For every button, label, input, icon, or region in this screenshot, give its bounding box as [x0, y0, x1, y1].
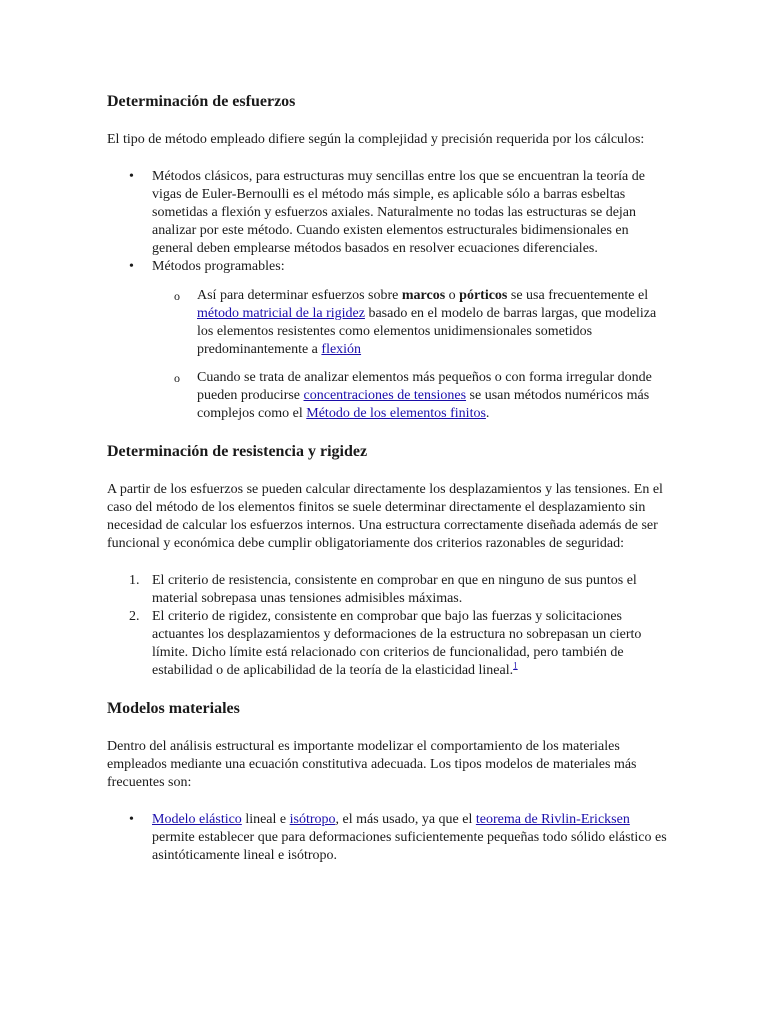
list-item-text: Métodos clásicos, para estructuras muy sencillas entre los que se encuentran la teoría de vigas de Euler-Bernoulli es el método más simple, es aplicable sólo a barras esbeltas sometidas a flexión y esfuerzos axiales. Naturalmente no todas las estructuras se dejan analizar por este método. Cuando existen elementos estructurales bidimensionales en general deben emplearse métodos basados en resolver ecuaciones diferenciales.: [152, 169, 645, 256]
bullet-glyph: •: [129, 259, 134, 274]
link-metodo-matricial[interactable]: método matricial de la rigidez: [197, 306, 365, 321]
list-item-metodos-clasicos: [107, 168, 667, 258]
list-item-text: El criterio de resistencia, consistente en comprobar en que en ninguno de sus puntos el material sobrepasa unas tensiones admisibles máximas.: [152, 573, 637, 606]
text-run: se usa frecuentemente el: [507, 288, 649, 303]
text-run: o: [445, 288, 460, 303]
list-item-text: El criterio de rigidez, consistente en comprobar que bajo las fuerzas y solicitaciones actuantes los desplazamientos y deformaciones de la estructura no sobrepasan un cierto límite. Dicho límite está relacionado con criterios de funcionalidad, pero también de estabilidad o de aplicabilidad de la teoría de la elasticidad lineal.: [152, 609, 642, 678]
list-number: 2.: [129, 609, 140, 624]
sublist-item-marcos-porticos: [107, 287, 667, 359]
link-metodo-elementos-finitos[interactable]: Método de los elementos finitos: [306, 406, 486, 421]
link-concentraciones-tensiones[interactable]: concentraciones de tensiones: [303, 388, 467, 403]
text-run: Cuando se trata de analizar elementos más pequeños o con forma irregular donde pueden producirse: [197, 370, 652, 403]
text-run: se usan métodos numéricos más complejos como el: [197, 388, 650, 421]
heading-resistencia-rigidez: Determinación de resistencia y rigidez: [107, 443, 368, 460]
text-run: basado en el modelo de barras largas, que modeliza los elementos resistentes como elementos unidimensionales sometidos predominantemente a: [197, 306, 657, 357]
bullet-glyph: •: [129, 812, 134, 827]
heading-determinacion-esfuerzos: Determinación de esfuerzos: [107, 93, 296, 110]
list-item-modelo-elastico: [107, 811, 667, 865]
paragraph-intro-modelos: Dentro del análisis estructural es importante modelizar el comportamiento de los materiales empleados mediante una ecuación constitutiva adecuada. Los tipos modelos de materiales más frecuentes son:: [107, 739, 637, 790]
bold-term-marcos: marcos: [401, 288, 446, 303]
ordered-item-criterio-rigidez: [107, 608, 667, 680]
footnote-ref-link[interactable]: 1: [513, 660, 518, 671]
circle-bullet-glyph: o: [174, 371, 180, 385]
list-item-text: Métodos programables:: [152, 259, 285, 274]
paragraph-intro-esfuerzos: El tipo de método empleado difiere según la complejidad y precisión requerida por los cálculos:: [107, 132, 645, 147]
bold-term-porticos: pórticos: [459, 288, 508, 303]
bullet-glyph: •: [129, 169, 134, 184]
text-run: , el más usado, ya que el: [335, 812, 476, 827]
list-item-metodos-programables: [107, 258, 667, 276]
text-run: Así para determinar esfuerzos sobre: [197, 288, 402, 303]
sublist-item-elementos-irregulares: [107, 369, 667, 423]
link-isotropo[interactable]: isótropo: [289, 812, 336, 827]
list-number: 1.: [129, 573, 140, 588]
heading-modelos-materiales: Modelos materiales: [107, 700, 240, 717]
link-modelo-elastico[interactable]: Modelo elástico: [152, 812, 242, 827]
link-flexion[interactable]: flexión: [321, 342, 362, 357]
paragraph-intro-resistencia: A partir de los esfuerzos se pueden calcular directamente los desplazamientos y las tensiones. En el caso del método de los elementos finitos se suele determinar directamente el desplazamiento sin necesidad de calcular los esfuerzos internos. Una estructura correctamente diseñada además de ser funcional y económica debe cumplir obligatoriamente dos criterios razonables de seguridad:: [107, 482, 663, 551]
text-run: .: [485, 406, 490, 421]
document-content: [107, 92, 667, 865]
ordered-item-criterio-resistencia: [107, 572, 667, 608]
link-teorema-rivlin-ericksen[interactable]: teorema de Rivlin-Ericksen: [475, 812, 630, 827]
text-run: permite establecer que para deformaciones suficientemente pequeñas todo sólido elástico es asintóticamente lineal e isótropo.: [152, 830, 667, 863]
circle-bullet-glyph: o: [174, 289, 180, 303]
text-run: lineal e: [241, 812, 290, 827]
